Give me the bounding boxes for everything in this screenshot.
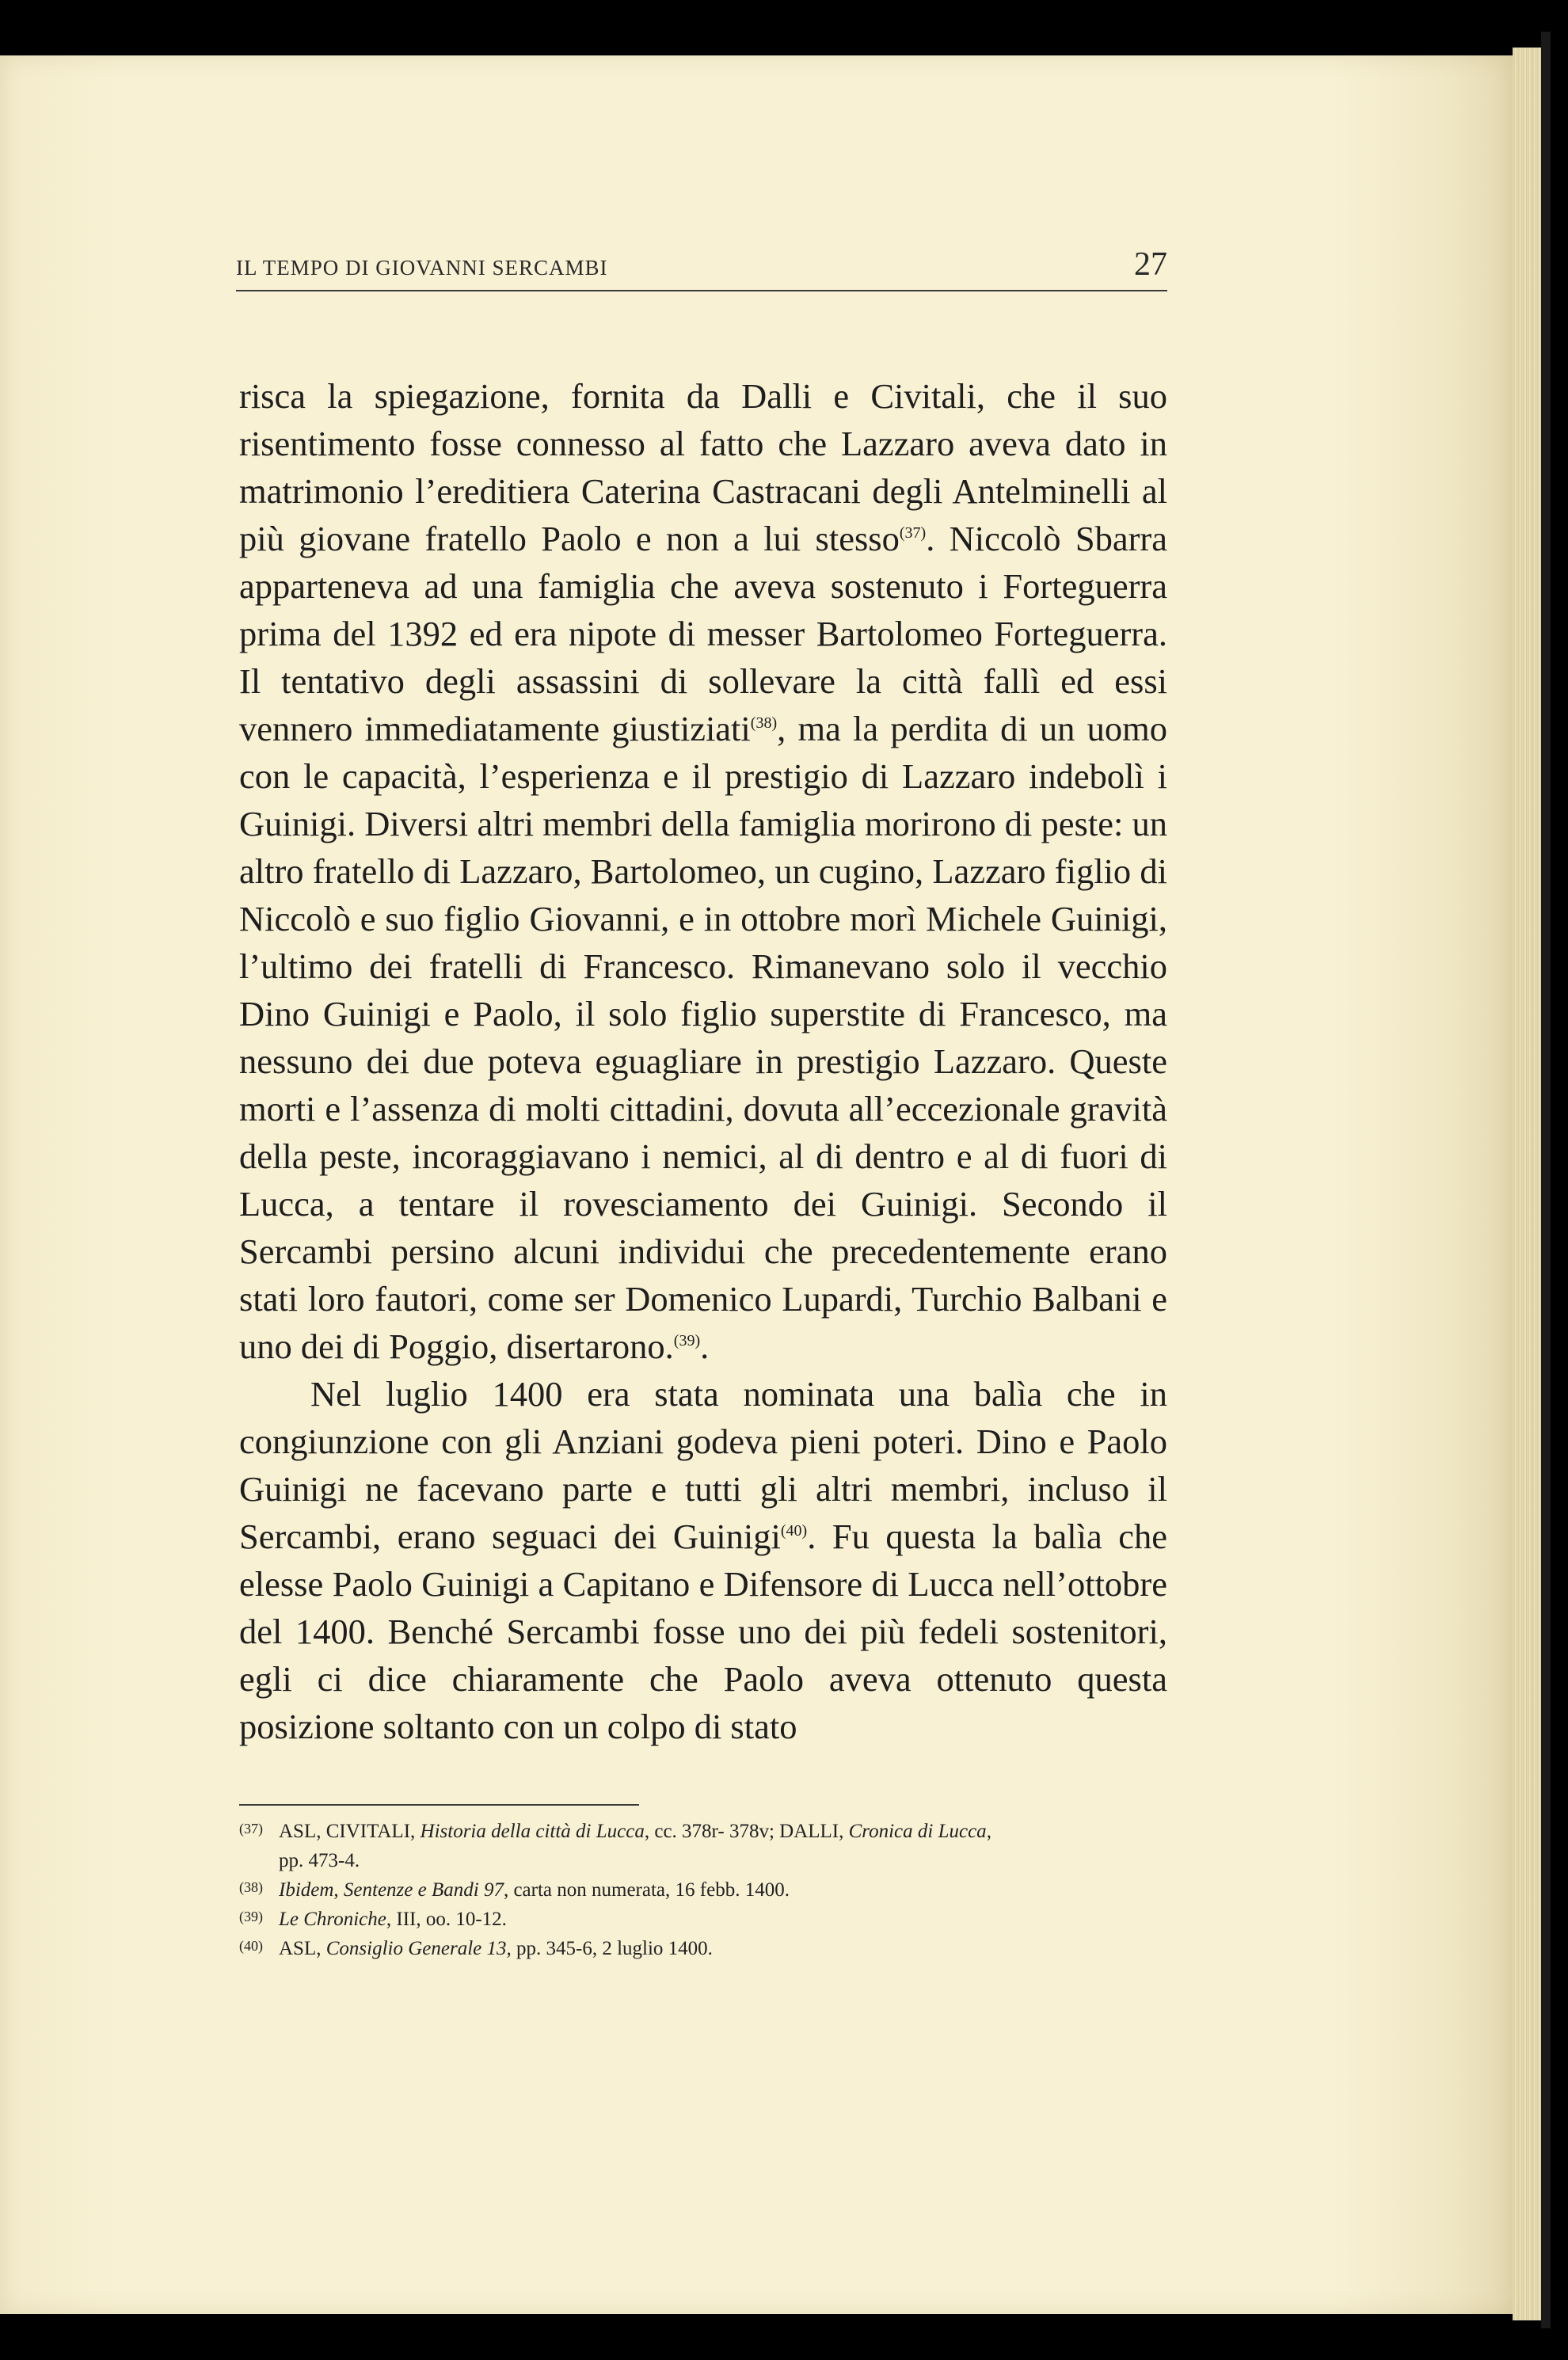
footnotes [239,1817,1174,1963]
paragraph-1-text-a: risca la spiegazione, fornita da Dalli e Civitali, che il suo risentimento fosse connesso al fatto che Lazzaro aveva dato in matrimonio l’ereditiera Caterina Castracani degli Antelminelli al più giovane fratello Paolo e non a lui stesso [239,376,1167,558]
footnote-number: (37) [239,1821,263,1837]
footnote-text: ASL, CIVITALI, [279,1821,421,1842]
footnote-continuation: pp. 473-4. [279,1850,360,1871]
running-title: IL TEMPO DI GIOVANNI SERCAMBI [236,256,608,280]
footnote-title: Historia della città di Lucca [420,1821,645,1842]
footnote-text: , cc. 378r- 378v; DALLI, [644,1821,849,1842]
paragraph-1-text-d: . [700,1327,710,1366]
footnote-title: Ibidem, Sentenze e Bandi 97 [279,1879,504,1901]
footnote-37 [239,1817,1174,1875]
footnote-text: , carta non numerata, 16 febb. 1400. [503,1879,790,1901]
footnote-text: ASL, [279,1938,326,1959]
footnote-text: , [986,1821,991,1842]
footnote-40 [239,1934,1174,1963]
footnote-39 [239,1905,1174,1934]
footnote-number: (40) [239,1938,263,1954]
paragraph-2-text-a: Nel luglio 1400 era stata nominata una balìa che in congiunzione con gli Anziani godeva pieni poteri. Dino e Paolo Guinigi ne facevano parte e tutti gli altri membri, incluso il Sercambi, erano seguaci dei Guinigi [239,1374,1167,1556]
page-number: 27 [1134,246,1167,283]
footnote-rule [239,1804,639,1806]
footnote-number: (38) [239,1879,263,1895]
footnote-ref-40: (40) [780,1522,808,1540]
footnote-title: Cronica di Lucca [848,1821,987,1842]
paragraph-1 [239,372,1167,1370]
footnote-number: (39) [239,1909,263,1924]
paragraph-2-text-b: . Fu questa la balìa che elesse Paolo Guinigi a Capitano e Difensore di Lucca nell’ottobre del 1400. Benché Sercambi fosse uno dei più fedeli sostenitori, egli ci dice chiaramente che Paolo aveva ottenuto questa posizione soltanto con un colpo di stato [239,1517,1168,1746]
footnote-text: , pp. 345-6, 2 luglio 1400. [506,1938,713,1959]
footnote-title: Le Chroniche [279,1909,386,1930]
footnote-38 [239,1875,1174,1905]
paragraph-1-text-b: . Niccolò Sbarra apparteneva ad una famiglia che aveva sostenuto i Forteguerra prima del 1392 ed era nipote di messer Bartolomeo Forteguerra. Il tentativo degli assassini di sollevare la città fallì ed essi vennero immediatamente giustiziati [239,519,1167,748]
body-text [239,372,1167,1750]
book-spine-edge [1541,32,1551,2328]
paragraph-1-text-c: , ma la perdita di un uomo con le capacità, l’esperienza e il prestigio di Lazzaro indebolì i Guinigi. Diversi altri membri della famiglia morirono di peste: un altro fratello di Lazzaro, Bartolomeo, un cugino, Lazzaro figlio di Niccolò e suo figlio Giovanni, e in ottobre morì Michele Guinigi, l’ultimo dei fratelli di Francesco. Rimanevano solo il vecchio Dino Guinigi e Paolo, il solo figlio superstite di Francesco, ma nessuno dei due poteva eguagliare in prestigio Lazzaro. Queste morti e l’assenza di molti cittadini, dovuta all’eccezionale gravità della peste, incoraggiavano i nemici, al di dentro e al di fuori di Lucca, a tentare il rovesciamento dei Guinigi. Secondo il Sercambi persino alcuni individui che precedentemente erano stati loro fautori, come ser Domenico Lupardi, Turchio Balbani e uno dei di Poggio, disertarono. [239,709,1167,1366]
footnote-ref-37: (37) [899,524,927,542]
page-edges [1513,48,1544,2320]
footnote-ref-39: (39) [673,1332,701,1349]
paragraph-2 [239,1370,1167,1750]
footnote-title: Consiglio Generale 13 [325,1938,507,1959]
running-head [236,239,1167,291]
footnote-text: , III, oo. 10-12. [386,1909,507,1930]
footnote-ref-38: (38) [750,714,778,732]
